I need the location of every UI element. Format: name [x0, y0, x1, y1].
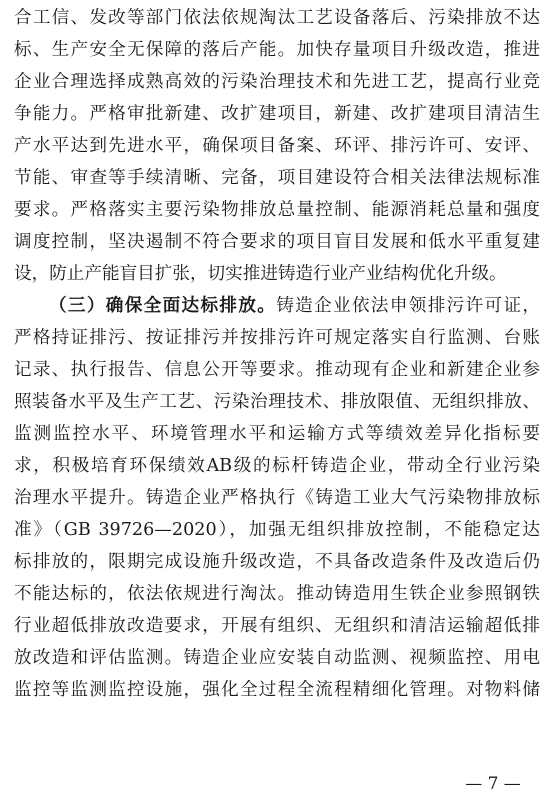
page-number: — 7 —	[465, 774, 521, 794]
body-text-line: 放改造和评估监测。铸造企业应安装自动监测、视频监控、用电	[14, 648, 540, 668]
section-first-line	[49, 290, 540, 322]
body-text-line: 准》（GB 39726—2020），加强无组织排放控制，不能稳定达	[14, 520, 540, 540]
body-text-line: 节能、审查等手续清晰、完备，项目建设符合相关法律法规标准	[14, 168, 540, 188]
body-text-line: 监控等监测监控设施，强化全过程全流程精细化管理。对物料储	[14, 680, 540, 700]
body-text-line: 设，防止产能盲目扩张，切实推进铸造行业产业结构优化升级。	[14, 264, 507, 284]
body-text-line: 不能达标的，依法依规进行淘汰。推动铸造用生铁企业参照钢铁	[14, 584, 540, 604]
body-text-line: 记录、执行报告、信息公开等要求。推动现有企业和新建企业参	[14, 360, 540, 380]
body-text-line: 合工信、发改等部门依法依规淘汰工艺设备落后、污染排放不达	[14, 8, 540, 28]
body-text-line: 调度控制，坚决遏制不符合要求的项目盲目发展和低水平重复建	[14, 232, 540, 252]
body-text-line: 标、生产安全无保障的落后产能。加快存量项目升级改造，推进	[14, 40, 540, 60]
body-text-line: 标排放的，限期完成设施升级改造，不具备改造条件及改造后仍	[14, 552, 540, 572]
body-text-line: 要求。严格落实主要污染物排放总量控制、能源消耗总量和强度	[14, 200, 540, 220]
body-text-line: 照装备水平及生产工艺、污染治理技术、排放限值、无组织排放、	[14, 392, 540, 412]
body-text-line: 争能力。严格审批新建、改扩建项目，新建、改扩建项目清洁生	[14, 104, 540, 124]
body-text-line: 监测监控水平、环境管理水平和运输方式等绩效差异化指标要	[14, 424, 540, 444]
body-text-line: 严格持证排污、按证排污并按排污许可规定落实自行监测、台账	[14, 328, 540, 348]
section-heading: （三）确保全面达标排放。	[49, 296, 277, 316]
section-first-line-text: 铸造企业依法申领排污许可证，	[276, 296, 540, 316]
body-text-line: 行业超低排放改造要求，开展有组织、无组织和清洁运输超低排	[14, 616, 540, 636]
body-text-line: 产水平达到先进水平，确保项目备案、环评、排污许可、安评、	[14, 136, 540, 156]
body-text-line: 治理水平提升。铸造企业严格执行《铸造工业大气污染物排放标	[14, 488, 540, 508]
body-text-line: 求，积极培育环保绩效AB级的标杆铸造企业，带动全行业污染	[14, 456, 540, 476]
body-text-line: 企业合理选择成熟高效的污染治理技术和先进工艺，提高行业竞	[14, 72, 540, 92]
